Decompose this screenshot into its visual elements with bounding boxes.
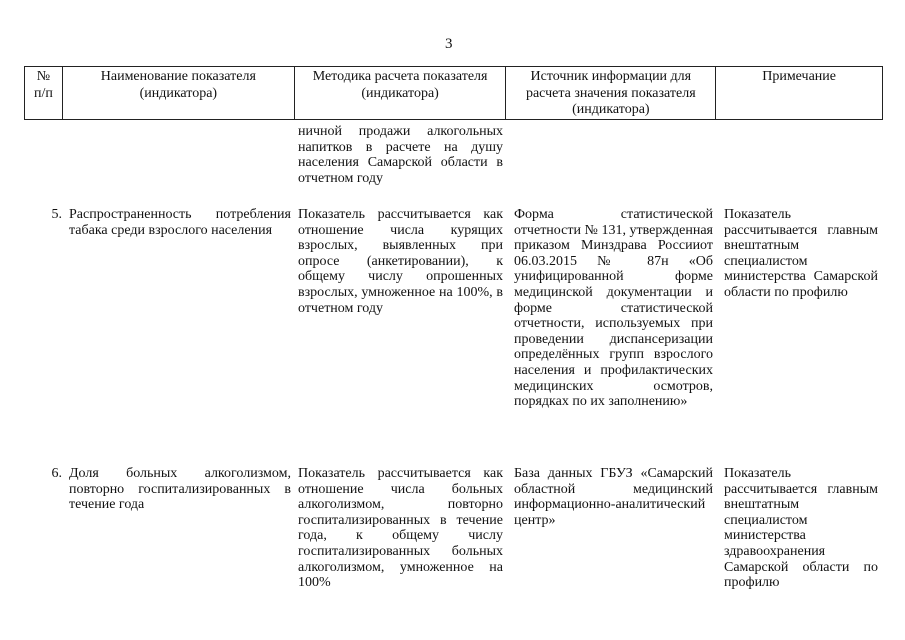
row-6-number: 6. (51, 466, 62, 481)
row-6-source: База данных ГБУЗ «Самарский областной медицинский информационно-аналитический центр» (514, 466, 713, 528)
header-col-method: Методика расчета показателя (индикатора) (295, 67, 507, 120)
row-6-name: Доля больных алкоголизмом, повторно госпитализированных в течение года (69, 466, 291, 513)
row-5-source: Форма статистической отчетности № 131, утвержденная приказом Минздрава Россииот 06.03.2015 № 87н «Об унифицированной форме медицинской документации и форме статистической отчетности, используемых при проведении диспансеризации определённых групп взрослого населения и профилактических медицинских осмотров, порядках по их заполнению» (514, 207, 713, 410)
header-col-source: Источник информации для расчета значения показателя (индикатора) (506, 67, 716, 120)
header-col-name: Наименование показателя (индикатора) (63, 67, 295, 120)
page-number: 3 (445, 36, 453, 52)
row-5-number: 5. (51, 207, 62, 222)
row-6-note: Показатель рассчитывается главным внештатным специалистом министерства здравоохранения Самарской области по профилю (724, 466, 878, 591)
continuation-method: ничной продажи алкогольных напитков в расчете на душу населения Самарской области в отчетном году (298, 124, 503, 186)
header-col-note: Примечание (716, 67, 883, 120)
table-header (24, 66, 883, 120)
row-5-method: Показатель рассчитывается как отношение числа курящих взрослых, выявленных при опросе (анкетировании), к общему числу опрошенных взрослых, умноженное на 100%, в отчетном году (298, 207, 503, 316)
row-5-name: Распространенность потребления табака среди взрослого населения (69, 207, 291, 238)
header-col-number: № п/п (25, 67, 63, 120)
row-6-method: Показатель рассчитывается как отношение числа больных алкоголизмом, повторно госпитализированных в течение года, к общему числу госпитализированных больных алкоголизмом, умноженное на 100% (298, 466, 503, 591)
row-5-note: Показатель рассчитывается главным внештатным специалистом министерства Самарской области по профилю (724, 207, 878, 300)
